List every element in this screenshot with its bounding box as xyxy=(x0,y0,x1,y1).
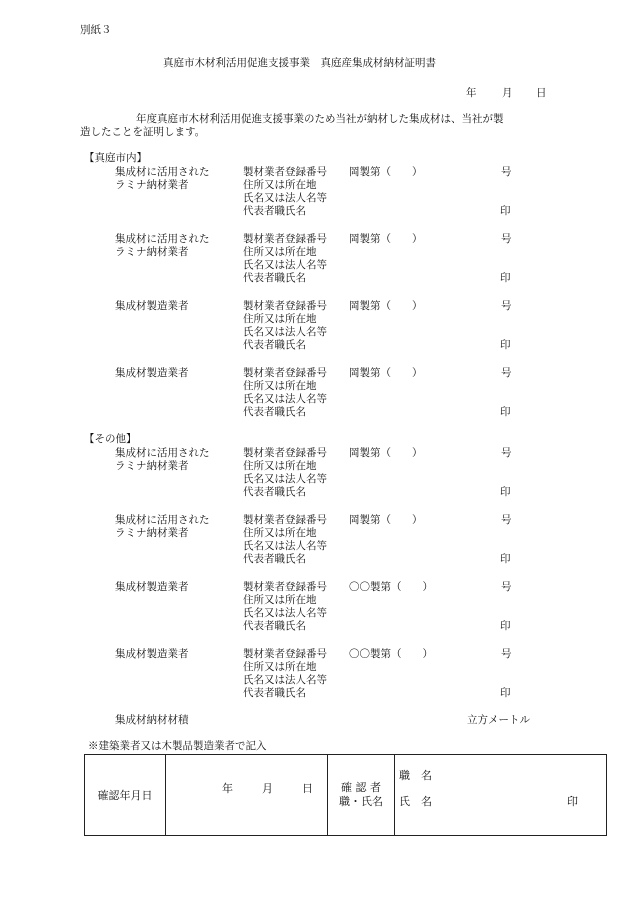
confirm-month: 月 xyxy=(262,782,273,795)
company-name-label: 氏名又は法人名等 xyxy=(243,259,327,271)
supplier-entry xyxy=(0,581,630,637)
document-title: 真庭市木材利活用促進支援事業 真庭産集成材納材証明書 xyxy=(163,57,436,69)
confirm-date-label: 確認年月日 xyxy=(97,788,153,802)
supplier-entry xyxy=(0,514,630,570)
supplier-type-line-2: ラミナ納材業者 xyxy=(115,246,189,258)
supplier-type-line-1: 集成材製造業者 xyxy=(115,581,189,593)
registration-go: 号 xyxy=(501,367,512,379)
representative-label: 代表者職氏名 xyxy=(243,486,306,498)
company-name-label: 氏名又は法人名等 xyxy=(243,473,327,485)
registration-prefix: 〇〇製第（ ） xyxy=(349,648,433,660)
registration-label: 製材業者登録番号 xyxy=(243,447,327,459)
registration-prefix: 〇〇製第（ ） xyxy=(349,581,433,593)
confirm-date-label-cell xyxy=(85,755,166,836)
address-label: 住所又は所在地 xyxy=(243,661,317,673)
supplier-type-line-2: ラミナ納材業者 xyxy=(115,527,189,539)
seal-mark: 印 xyxy=(500,406,511,418)
company-name-label: 氏名又は法人名等 xyxy=(243,674,327,686)
confirmer-label-line-1: 確 認 者 xyxy=(341,781,381,794)
address-label: 住所又は所在地 xyxy=(243,594,317,606)
registration-go: 号 xyxy=(501,166,512,178)
company-name-label: 氏名又は法人名等 xyxy=(243,326,327,338)
supplier-type-line-2: ラミナ納材業者 xyxy=(115,179,189,191)
registration-go: 号 xyxy=(501,300,512,312)
note: ※建築業者又は木製品製造業者で記入 xyxy=(88,740,267,752)
supplier-type-line-1: 集成材製造業者 xyxy=(115,367,189,379)
address-label: 住所又は所在地 xyxy=(243,460,317,472)
company-name-label: 氏名又は法人名等 xyxy=(243,607,327,619)
address-label: 住所又は所在地 xyxy=(243,179,317,191)
supplier-entry xyxy=(0,648,630,704)
representative-label: 代表者職氏名 xyxy=(243,620,306,632)
supplier-type-line-1: 集成材に活用された xyxy=(115,447,210,459)
section-heading: 【その他】 xyxy=(84,433,137,445)
registration-prefix: 岡製第（ ） xyxy=(349,166,423,178)
date-year: 年 xyxy=(466,87,477,99)
certification-text-line-1: 年度真庭市木材利活用促進支援事業のため当社が納材した集成材は、当社が製 xyxy=(136,113,504,125)
supplier-type-line-1: 集成材製造業者 xyxy=(115,648,189,660)
registration-prefix: 岡製第（ ） xyxy=(349,300,423,312)
seal-mark: 印 xyxy=(500,205,511,217)
registration-go: 号 xyxy=(501,514,512,526)
registration-prefix: 岡製第（ ） xyxy=(349,514,423,526)
confirm-seal-mark: 印 xyxy=(567,795,578,808)
representative-label: 代表者職氏名 xyxy=(243,205,306,217)
representative-label: 代表者職氏名 xyxy=(243,339,306,351)
confirmer-name-cell[interactable] xyxy=(395,755,607,836)
address-label: 住所又は所在地 xyxy=(243,313,317,325)
volume-unit: 立方メートル xyxy=(467,714,530,726)
volume-label: 集成材納材材積 xyxy=(115,714,189,726)
registration-prefix: 岡製第（ ） xyxy=(349,233,423,245)
supplier-entry xyxy=(0,233,630,289)
date-day: 日 xyxy=(536,87,547,99)
seal-mark: 印 xyxy=(500,339,511,351)
seal-mark: 印 xyxy=(500,486,511,498)
confirmer-label-line-2: 職・氏名 xyxy=(339,795,383,808)
company-name-label: 氏名又は法人名等 xyxy=(243,192,327,204)
seal-mark: 印 xyxy=(500,272,511,284)
address-label: 住所又は所在地 xyxy=(243,246,317,258)
supplier-entry xyxy=(0,166,630,222)
confirmer-label-cell xyxy=(328,755,395,836)
company-name-label: 氏名又は法人名等 xyxy=(243,540,327,552)
registration-label: 製材業者登録番号 xyxy=(243,367,327,379)
registration-go: 号 xyxy=(501,233,512,245)
supplier-entry xyxy=(0,447,630,503)
representative-label: 代表者職氏名 xyxy=(243,553,306,565)
seal-mark: 印 xyxy=(500,553,511,565)
supplier-type-line-2: ラミナ納材業者 xyxy=(115,460,189,472)
seal-mark: 印 xyxy=(500,620,511,632)
registration-go: 号 xyxy=(501,447,512,459)
position-label: 職 名 xyxy=(399,769,432,782)
representative-label: 代表者職氏名 xyxy=(243,406,306,418)
name-label: 氏 名 xyxy=(399,795,432,808)
company-name-label: 氏名又は法人名等 xyxy=(243,393,327,405)
registration-prefix: 岡製第（ ） xyxy=(349,447,423,459)
registration-label: 製材業者登録番号 xyxy=(243,648,327,660)
registration-go: 号 xyxy=(501,648,512,660)
representative-label: 代表者職氏名 xyxy=(243,687,306,699)
registration-label: 製材業者登録番号 xyxy=(243,166,327,178)
registration-go: 号 xyxy=(501,581,512,593)
date-month: 月 xyxy=(502,87,513,99)
address-label: 住所又は所在地 xyxy=(243,527,317,539)
registration-label: 製材業者登録番号 xyxy=(243,300,327,312)
confirm-year: 年 xyxy=(222,782,233,795)
registration-label: 製材業者登録番号 xyxy=(243,581,327,593)
representative-label: 代表者職氏名 xyxy=(243,272,306,284)
certification-text-line-2: 造したことを証明します。 xyxy=(80,126,206,138)
address-label: 住所又は所在地 xyxy=(243,380,317,392)
supplier-entry xyxy=(0,300,630,356)
supplier-type-line-1: 集成材に活用された xyxy=(115,514,210,526)
confirm-day: 日 xyxy=(302,782,313,795)
confirm-date-cell[interactable] xyxy=(166,755,328,836)
supplier-type-line-1: 集成材に活用された xyxy=(115,166,210,178)
supplier-type-line-1: 集成材製造業者 xyxy=(115,300,189,312)
confirmation-table xyxy=(84,754,607,836)
registration-label: 製材業者登録番号 xyxy=(243,233,327,245)
section-heading: 【真庭市内】 xyxy=(84,152,147,164)
registration-prefix: 岡製第（ ） xyxy=(349,367,423,379)
supplier-entry xyxy=(0,367,630,423)
seal-mark: 印 xyxy=(500,687,511,699)
attachment-label: 別紙３ xyxy=(80,24,112,36)
supplier-type-line-1: 集成材に活用された xyxy=(115,233,210,245)
registration-label: 製材業者登録番号 xyxy=(243,514,327,526)
